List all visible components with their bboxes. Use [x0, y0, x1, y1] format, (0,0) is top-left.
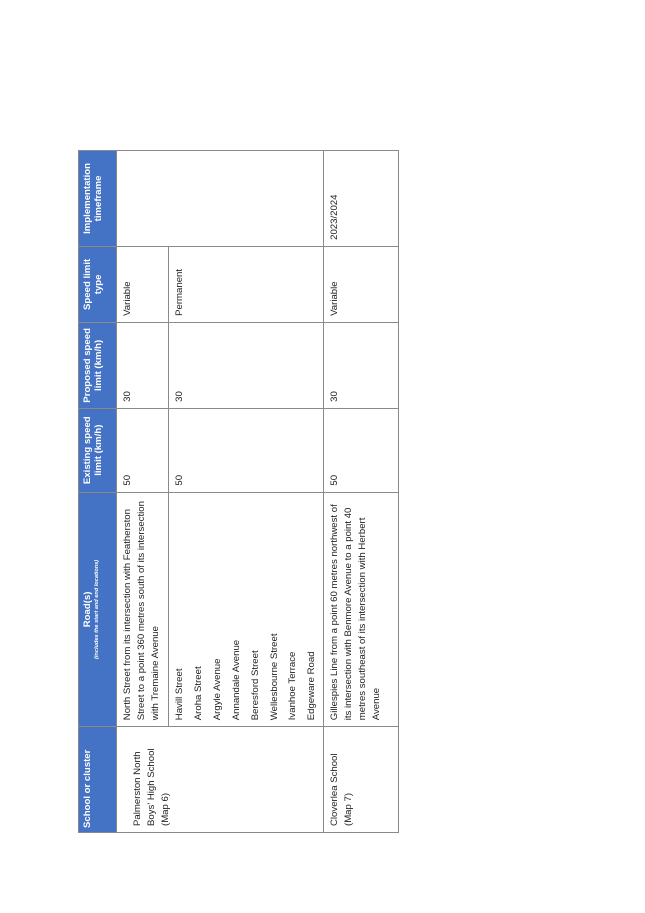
road-name: Beresford Street — [249, 650, 261, 721]
cell-timeframe: 2023/2024 — [324, 151, 399, 247]
school-map-ref: (Map 6) — [159, 792, 171, 826]
cell-proposed-speed: 30 — [169, 322, 324, 408]
table-wrapper — [78, 150, 391, 833]
road-name: Aroha Street — [192, 666, 204, 721]
school-name: Cloverlea School — [329, 753, 341, 826]
header-road — [79, 492, 117, 727]
road-name: Ivanhoe Terrace — [287, 651, 299, 721]
cell-school — [117, 727, 324, 833]
school-name: Palmerston North Boys' High School — [132, 748, 157, 826]
cell-proposed-speed: 30 — [117, 322, 169, 408]
rotated-page-region — [78, 150, 391, 833]
header-school: School or cluster — [79, 727, 117, 833]
cell-road-list — [169, 492, 324, 727]
table-header-row — [79, 151, 117, 833]
header-speed-type: Speed limit type — [79, 246, 117, 322]
header-timeframe: Implementation timeframe — [79, 151, 117, 247]
road-name: Wellesbourne Street — [268, 633, 280, 721]
cell-speed-type: Variable — [117, 246, 169, 322]
cell-speed-type: Variable — [324, 246, 399, 322]
header-existing-speed: Existing speed limit (km/h) — [79, 408, 117, 492]
road-name: Edgeware Road — [306, 651, 318, 721]
cell-speed-type: Permanent — [169, 246, 324, 322]
cell-road: Gillespies Line from a point 60 metres northwest of its intersection with Benmore Avenue to a point 40 metres southeast of its intersection with Herbert Avenue — [324, 492, 399, 727]
cell-timeframe — [117, 151, 324, 247]
road-name: Annandale Avenue — [230, 639, 242, 721]
cell-existing-speed: 50 — [169, 408, 324, 492]
cell-proposed-speed: 30 — [324, 322, 399, 408]
header-road-subtitle: (includes the start and end locations) — [94, 559, 101, 659]
school-map-ref: (Map 7) — [343, 792, 355, 826]
cell-existing-speed: 50 — [324, 408, 399, 492]
header-proposed-speed: Proposed speed limit (km/h) — [79, 322, 117, 408]
table-row — [324, 151, 399, 833]
road-name: Havill Street — [174, 668, 185, 721]
road-name: Argyle Avenue — [211, 658, 223, 721]
table-row — [117, 151, 169, 833]
cell-road: North Street from its intersection with Featherston Street to a point 360 metres south of its intersection with Tremaine Avenue — [117, 492, 169, 727]
cell-existing-speed: 50 — [117, 408, 169, 492]
cell-school — [324, 727, 399, 833]
header-road-title: Road(s) — [82, 591, 93, 628]
speed-limit-table — [78, 150, 399, 833]
